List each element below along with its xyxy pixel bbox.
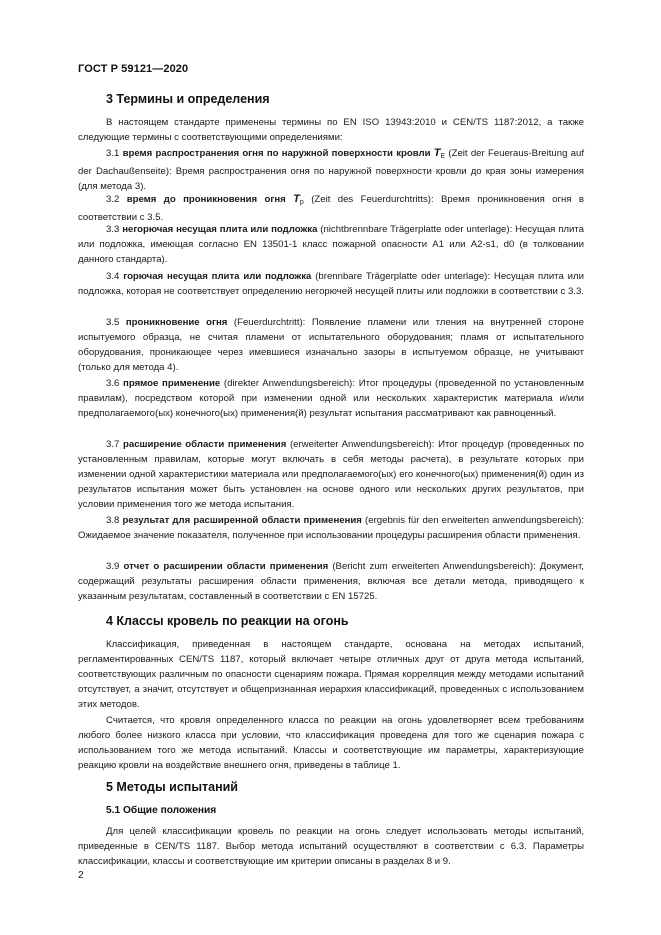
term-symbol: $T_p$ — [293, 193, 304, 206]
term-name: прямое применение — [123, 378, 221, 389]
section-3-heading: 3 Термины и определения — [106, 92, 270, 106]
term-3-3 — [78, 222, 584, 267]
term-3-4 — [78, 269, 584, 299]
term-definition: (nichtbrennbare Trägerplatte oder unterlage): Несущая плита или подложка, имеющая согласно EN 13501-1 класс пожарной опасности A1 или A2-s1, d0 (в толковании данного стандарта). — [78, 224, 584, 266]
term-name: негорючая несущая плита или подложка — [122, 224, 318, 235]
term-definition: (Zeit des Feuerdurchtritts): Время проникновения огня в соответствии с 3.5. — [78, 194, 584, 224]
term-3-6 — [78, 376, 584, 421]
term-name: отчет о расширении области применения — [123, 561, 329, 572]
section-3-intro: В настоящем стандарте применены термины по EN ISO 13943:2010 и CEN/TS 1187:2012, а также следующие термины с соответствующими определениями: — [78, 117, 584, 144]
term-3-5 — [78, 315, 584, 375]
term-definition: (ergebnis für den erweiterten anwendungsbereich): Ожидаемое значение показателя, полученное при использовании процедуры расширения области применения. — [78, 515, 584, 542]
section-4-paragraph-1: Классификация, приведенная в настоящем стандарте, основана на методах испытаний, регламентированных CEN/TS 1187, который включает четыре отличных друг от друга метода испытаний, соответствующих различным по опасности сценариям пожара. Прямая корреляция между методами испытаний отсутствует, а значит, отсутствует и общепризнанная иерархия классификаций, проведенных с использованием этих методов. — [78, 639, 584, 711]
term-name: время до проникновения огня — [126, 194, 294, 205]
term-number: 3.5 — [106, 317, 126, 328]
term-definition: (direkter Anwendungsbereich): Итог процедуры (проведенной по установленным правилам), посредством которой при изменении одной или нескольких характеристик материала и/или предполагаемого(ых) конечного(ых) применения(й) результат испытания рассматривают как равноценный. — [78, 378, 584, 420]
term-number: 3.2 — [106, 194, 127, 205]
term-definition: (Bericht zum erweiterten Anwendungsbereich): Документ, содержащий результаты расширения области применения, включая все детали метода, приводящего к указанным результатам, составленный в соответствии с EN 15725. — [78, 561, 584, 603]
term-definition: (erweiterter Anwendungsbereich): Итог процедур (проведенных по установленным правилам, которые могут включать в себя методы расчета), в результате которых при изменении одной характеристики материала или предполагаемого(ых) его конечного(ых) применения(й) один из результатов испытания может быть установлен на основе одного или нескольких других результатов, при условии применения того же метода испытания. — [78, 439, 584, 511]
term-number: 3.6 — [106, 378, 124, 389]
section-4-heading: 4 Классы кровель по реакции на огонь — [106, 614, 349, 628]
term-symbol: $T_E$ — [433, 147, 446, 160]
term-3-2 — [78, 192, 584, 225]
term-number: 3.3 — [106, 224, 123, 235]
page-number: 2 — [78, 870, 84, 881]
subsection-5-1-heading: 5.1 Общие положения — [106, 805, 217, 816]
term-number: 3.7 — [106, 439, 123, 450]
term-3-1 — [78, 146, 584, 194]
term-number: 3.8 — [106, 515, 123, 526]
term-name: расширение области применения — [123, 439, 287, 450]
term-3-7 — [78, 437, 584, 512]
term-number: 3.4 — [106, 271, 124, 282]
term-definition: (Feuerdurchtritt): Появление пламени или тления на внутренней стороне испытуемого образца, не считая пламени от испытательного оборудования; пламя от испытательного оборудования, проникающее через имевшиеся изначально зазоры в испытуемом образце, не учитывают (только для метода 4). — [78, 317, 584, 374]
term-name: горючая несущая плита или подложка — [123, 271, 312, 282]
term-definition: (brennbare Trägerplatte oder unterlage): Несущая плита или подложка, которая не соответствует определению негорючей несущей плиты или подложки в соответствии с 3.3. — [78, 271, 585, 298]
term-3-8 — [78, 513, 584, 543]
term-symbol-subscript: p — [299, 199, 304, 206]
section-4-paragraph-2: Считается, что кровля определенного класса по реакции на огонь удовлетворяет всем требованиям любого более низкого класса при условии, что классификация проведена для того же сценария пожара с использованием того же метода испытаний. Классы и соответствующие им параметры, характеризующие реакцию кровли на воздействие внешнего огня, приведены в таблице 1. — [78, 715, 584, 772]
term-number: 3.9 — [106, 561, 124, 572]
term-number: 3.1 — [106, 148, 123, 159]
term-name: время распространения огня по наружной поверхности кровли — [122, 148, 434, 159]
document-id-header: ГОСТ Р 59121—2020 — [78, 63, 189, 75]
term-3-9 — [78, 559, 584, 604]
term-name: проникновение огня — [125, 317, 228, 328]
term-name: результат для расширенной области применения — [122, 515, 362, 526]
section-5-paragraph-1: Для целей классификации кровель по реакции на огонь следует использовать методы испытаний, приведенные в CEN/TS 1187. Выбор метода испытаний осуществляют в соответствии с 6.3. Параметры классификации, классы и соответствующие им критерии описаны в разделах 8 и 9. — [78, 826, 584, 868]
section-5-heading: 5 Методы испытаний — [106, 780, 238, 794]
term-definition: (Zeit der Feueraus-Breitung auf der Dachaußenseite): Время распространения огня по наружной поверхности кровли до края зоны измерения (для метода 3). — [78, 148, 584, 193]
term-symbol-subscript: E — [440, 153, 446, 160]
